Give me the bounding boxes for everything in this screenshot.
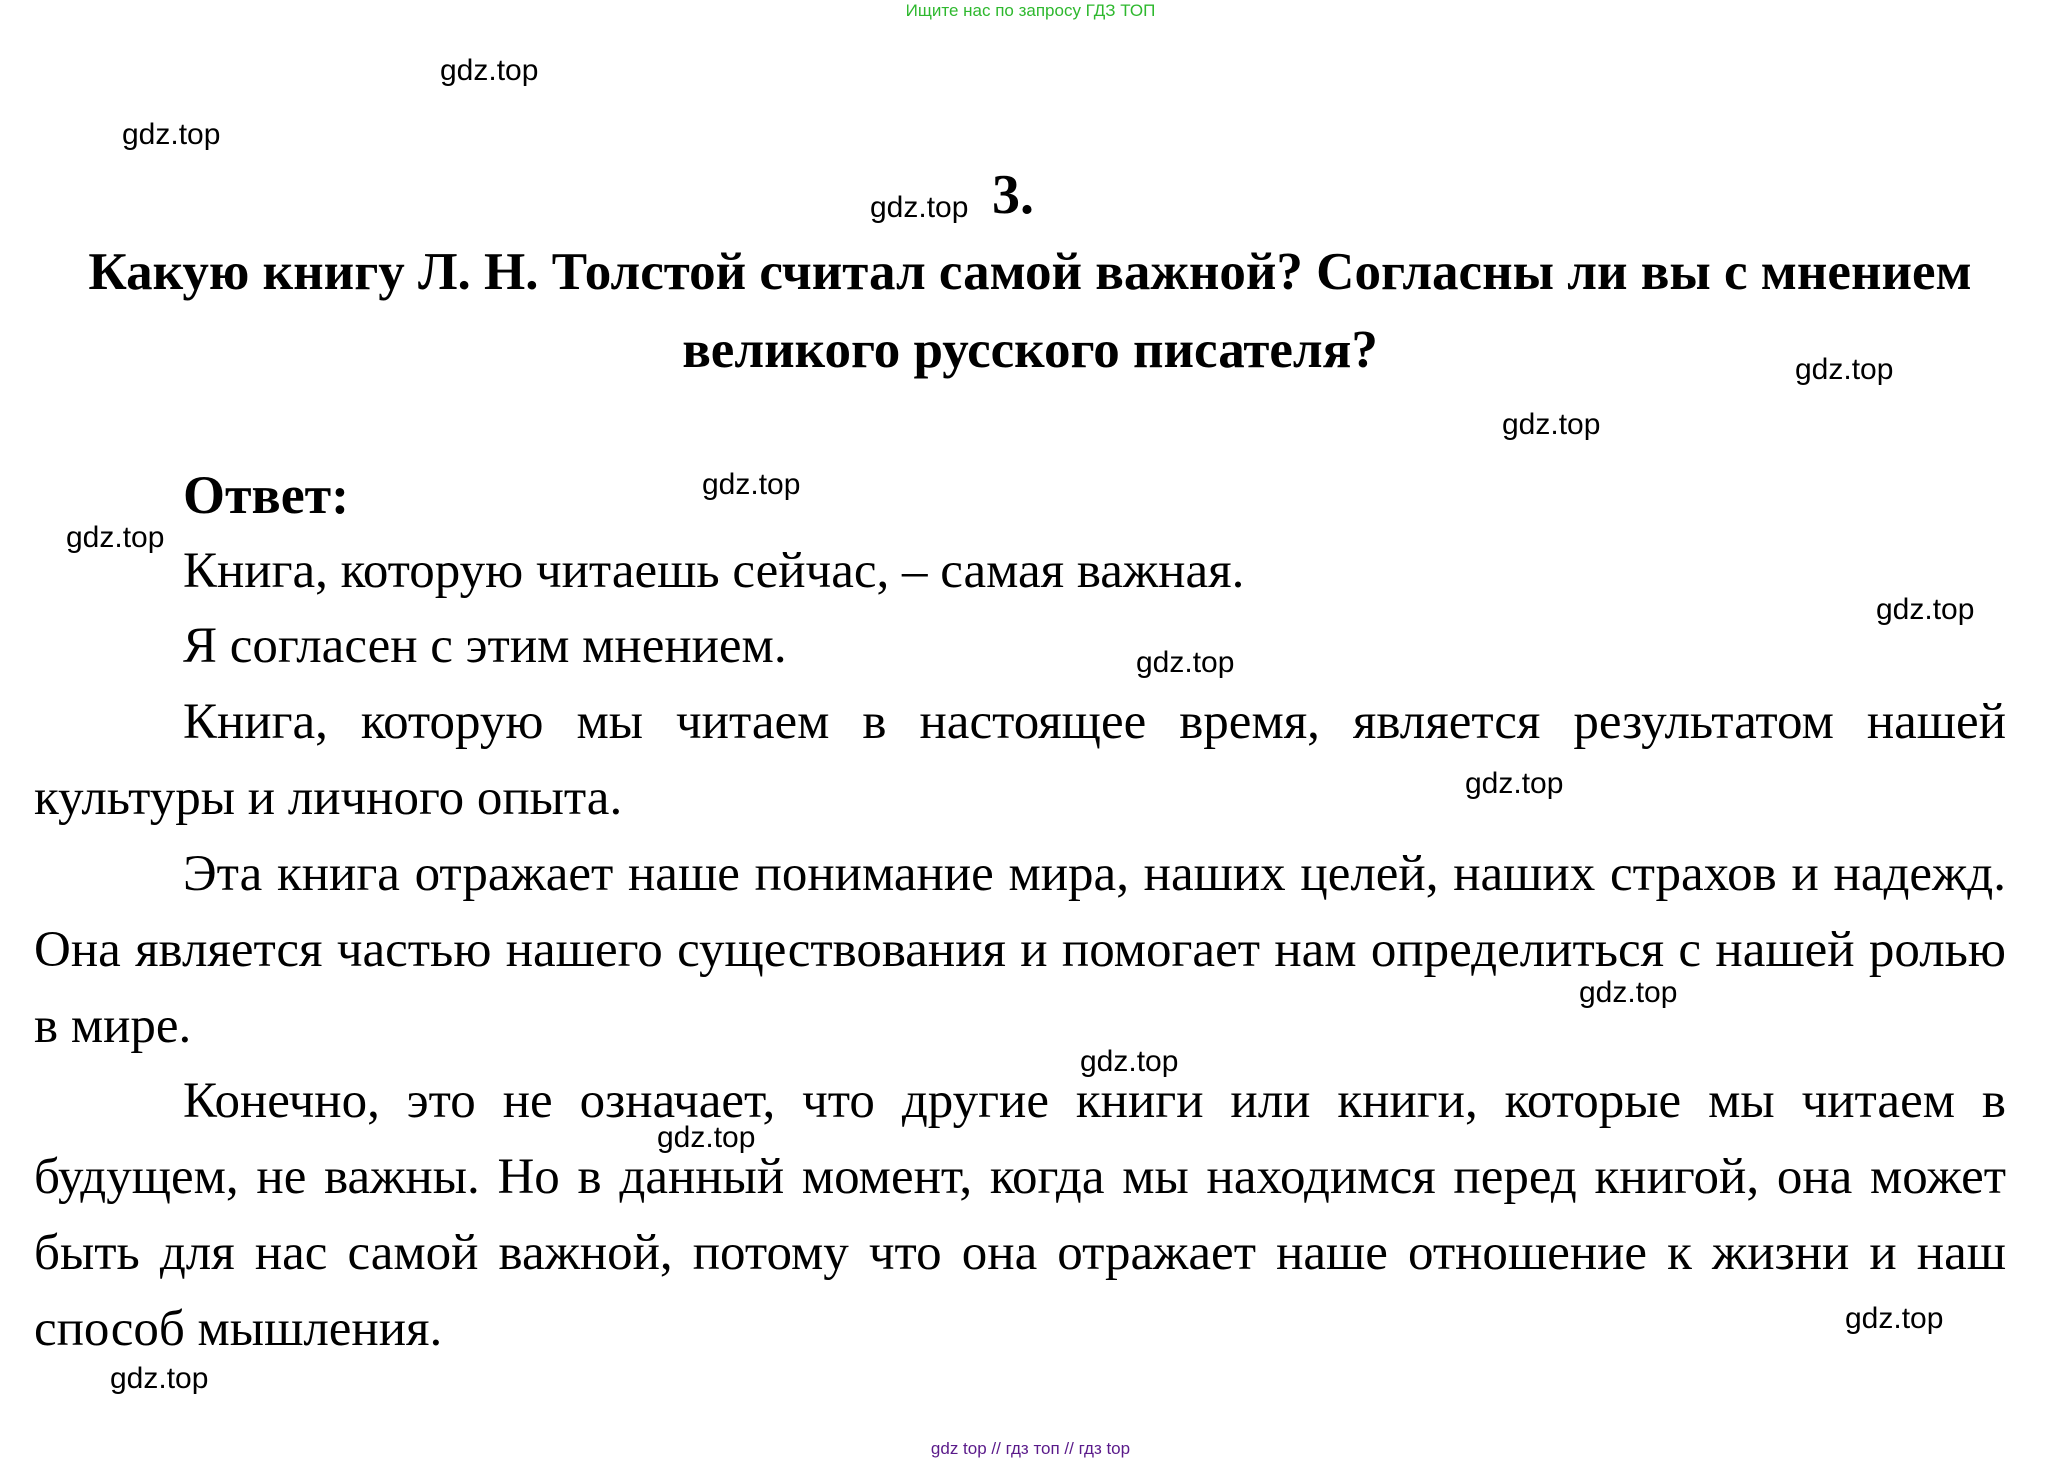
watermark: gdz.top [657,1121,756,1154]
watermark: gdz.top [1876,593,1975,626]
answer-line-1: Книга, которую читаешь сейчас, – самая важная. [183,543,1245,599]
watermark: gdz.top [1502,408,1601,441]
watermark: gdz.top [1465,767,1564,800]
watermark: gdz.top [110,1362,209,1395]
answer-line-2: Я согласен с этим мнением. [183,618,787,674]
watermark: gdz.top [440,54,539,87]
watermark: gdz.top [1080,1045,1179,1078]
watermark: gdz.top [870,191,969,224]
footer-links: gdz top // гдз топ // гдз top [930,1439,1131,1458]
watermark: gdz.top [702,468,801,501]
watermark: gdz.top [122,118,221,151]
task-number: 3. [992,164,1034,226]
answer-paragraph-2: Эта книга отражает наше понимание мира, наших целей, наших страхов и надежд. Она является частью нашего существования и помогает нам определиться с нашей ролью в мире. [34,846,2006,1054]
watermark: gdz.top [1579,976,1678,1009]
watermark: gdz.top [1136,646,1235,679]
watermark: gdz.top [66,521,165,554]
answer-heading: Ответ: [183,465,350,525]
search-banner: Ищите нас по запросу ГДЗ ТОП [905,1,1156,20]
task-question: Какую книгу Л. Н. Толстой считал самой важной? Согласны ли вы с мнением великого русского писателя? [88,243,1972,379]
watermark: gdz.top [1845,1302,1944,1335]
answer-paragraph-1: Книга, которую мы читаем в настоящее время, является результатом нашей культуры и личного опыта. [34,694,2006,826]
answer-paragraph-3: Конечно, это не означает, что другие книги или книги, которые мы читаем в будущем, не важны. Но в данный момент, когда мы находимся перед книгой, она может быть для нас самой важной, потому что она отражает наше отношение к жизни и наш способ мышления. [34,1073,2006,1357]
watermark: gdz.top [1795,353,1894,386]
